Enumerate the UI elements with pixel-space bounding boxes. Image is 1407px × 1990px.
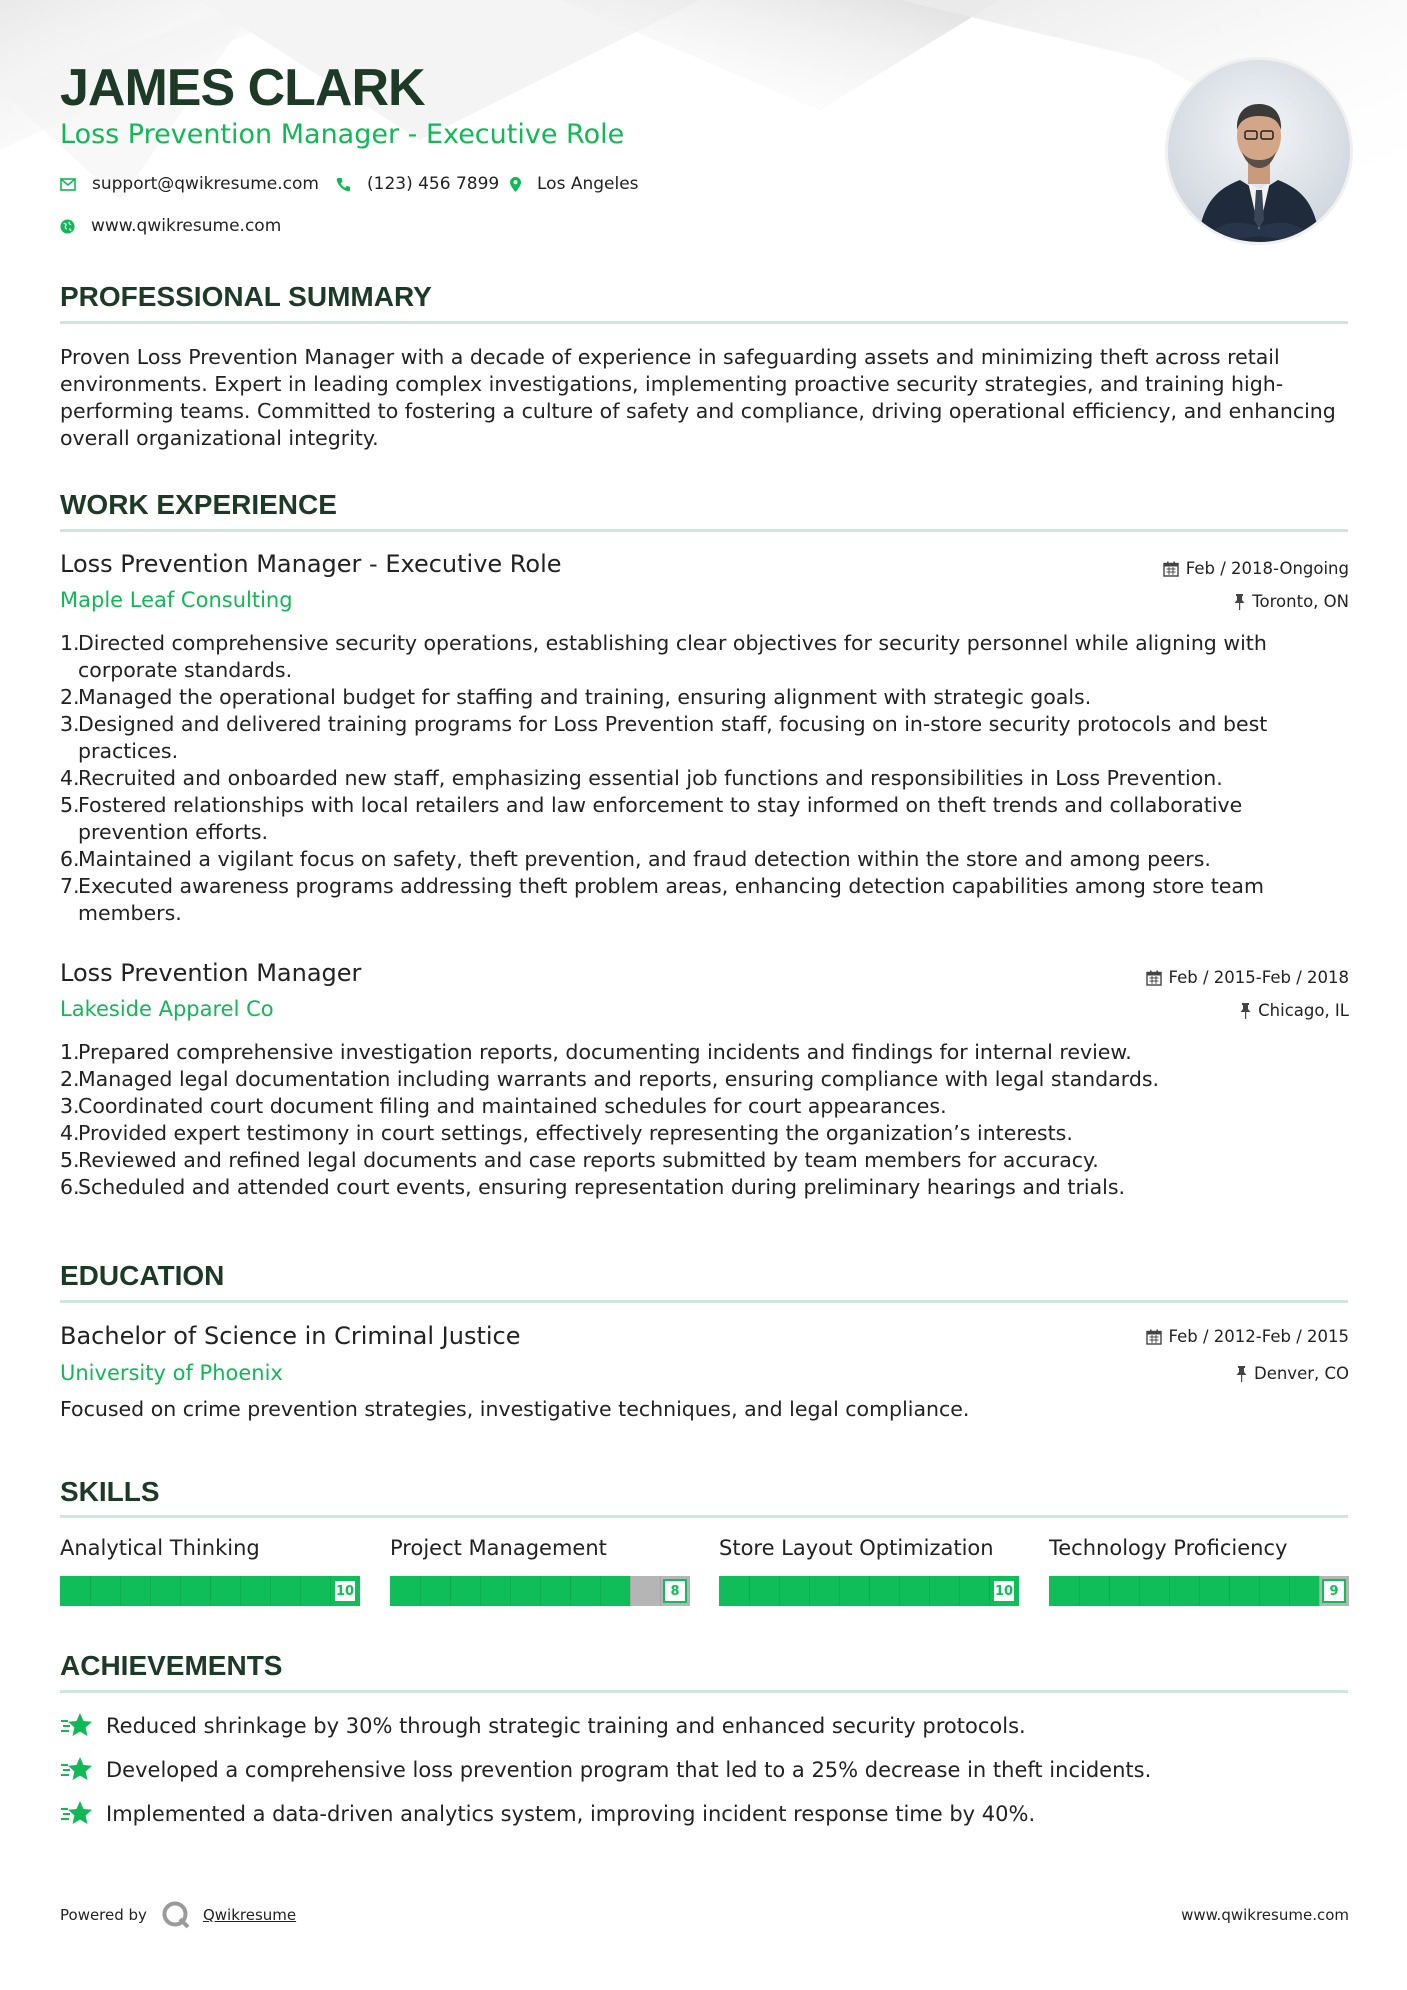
footer-website[interactable]: www.qwikresume.com <box>1181 1906 1349 1924</box>
skill-item <box>1049 1536 1349 1606</box>
list-item: 2. Managed legal documentation including warrants and reports, ensuring compliance with legal standards. <box>60 1067 1160 1091</box>
achievement-item: Developed a comprehensive loss prevention program that led to a 25% decrease in theft incidents. <box>60 1756 1151 1784</box>
skill-bar-segment <box>1259 1576 1260 1606</box>
star-icon <box>60 1712 94 1740</box>
skill-bar-segment <box>749 1576 750 1606</box>
skill-level: 9 <box>1322 1579 1346 1603</box>
skill-bar <box>1049 1576 1349 1606</box>
achievement-item: Implemented a data-driven analytics system, improving incident response time by 40%. <box>60 1800 1035 1828</box>
achievements-divider <box>60 1690 1348 1693</box>
contact-email[interactable] <box>60 174 319 194</box>
job-title-1: Loss Prevention Manager - Executive Role <box>60 550 562 578</box>
star-icon <box>60 1756 94 1784</box>
pin-icon <box>1234 594 1245 610</box>
skill-bar-fill <box>1049 1576 1319 1606</box>
education-location-text: Denver, CO <box>1253 1364 1349 1383</box>
contact-website[interactable] <box>60 216 281 236</box>
education-divider <box>60 1300 1348 1303</box>
job-company-2: Lakeside Apparel Co <box>60 997 274 1021</box>
list-item: 4. Provided expert testimony in court settings, effectively representing the organization’s interests. <box>60 1121 1073 1145</box>
list-item: 2. Managed the operational budget for staffing and training, ensuring alignment with strategic goals. <box>60 685 1092 709</box>
skill-bar-segment <box>869 1576 870 1606</box>
skill-level: 10 <box>992 1579 1016 1603</box>
skill-bar-segment <box>630 1576 631 1606</box>
skill-bar-segment <box>959 1576 960 1606</box>
job-location-1 <box>1234 592 1349 611</box>
skill-bar-segment <box>210 1576 211 1606</box>
star-icon <box>60 1800 94 1828</box>
job-location-2-text: Chicago, IL <box>1258 1001 1349 1020</box>
contact-phone[interactable] <box>336 174 499 194</box>
list-item: 4. Recruited and onboarded new staff, emphasizing essential job functions and responsibilities in Loss Prevention. <box>60 766 1223 790</box>
summary-divider <box>60 321 1348 324</box>
skill-item <box>719 1536 1019 1606</box>
skill-bar-segment <box>90 1576 91 1606</box>
phone-text: (123) 456 7899 <box>367 174 500 194</box>
job-dates-1-text: Feb / 2018-Ongoing <box>1185 559 1349 578</box>
list-item: 6. Scheduled and attended court events, ensuring representation during preliminary hearings and trials. <box>60 1175 1126 1199</box>
contact-location <box>510 174 639 194</box>
skill-bar-segment <box>150 1576 151 1606</box>
education-degree: Bachelor of Science in Criminal Justice <box>60 1322 521 1350</box>
profile-photo <box>1168 60 1350 242</box>
education-dates-text: Feb / 2012-Feb / 2015 <box>1168 1327 1349 1346</box>
list-item: 3. Designed and delivered training programs for Loss Prevention staff, focusing on in-store security protocols and best practices. <box>60 712 1268 763</box>
list-item: 1. Prepared comprehensive investigation reports, documenting incidents and findings for internal review. <box>60 1040 1132 1064</box>
skill-bar-segment <box>570 1576 571 1606</box>
skill-bar-segment <box>1319 1576 1320 1606</box>
skill-bar-segment <box>180 1576 181 1606</box>
skill-bar-segment <box>540 1576 541 1606</box>
calendar-icon <box>1163 561 1179 577</box>
skill-item <box>390 1536 690 1606</box>
job-bullets-2 <box>60 1039 1350 1201</box>
skill-bar-segment <box>420 1576 421 1606</box>
skill-name: Technology Proficiency <box>1049 1536 1288 1560</box>
skill-bar <box>390 1576 690 1606</box>
skill-bar-segment <box>300 1576 301 1606</box>
summary-heading: PROFESSIONAL SUMMARY <box>60 281 432 312</box>
skill-bar-segment <box>270 1576 271 1606</box>
skill-bar-segment <box>480 1576 481 1606</box>
skills-heading: SKILLS <box>60 1476 160 1507</box>
calendar-icon <box>1146 1329 1162 1345</box>
qwikresume-logo-icon <box>161 1900 191 1930</box>
pin-icon <box>1240 1003 1251 1019</box>
achievement-item: Reduced shrinkage by 30% through strategic training and enhanced security protocols. <box>60 1712 1026 1740</box>
skill-bar-segment <box>330 1576 331 1606</box>
skill-name: Analytical Thinking <box>60 1536 260 1560</box>
list-item: 7. Executed awareness programs addressing theft problem areas, enhancing detection capabilities among store team members. <box>60 874 1264 925</box>
skill-bar-segment <box>1109 1576 1110 1606</box>
education-school: University of Phoenix <box>60 1361 283 1385</box>
skill-bar-segment <box>839 1576 840 1606</box>
skill-name: Store Layout Optimization <box>719 1536 994 1560</box>
envelope-icon <box>60 178 76 191</box>
skill-bar-segment <box>1199 1576 1200 1606</box>
skill-level: 10 <box>333 1579 357 1603</box>
experience-divider <box>60 529 1348 532</box>
skill-level: 8 <box>663 1579 687 1603</box>
summary-text: Proven Loss Prevention Manager with a decade of experience in safeguarding assets and minimizing theft across retail environments. Expert in leading complex investigations, implementing proactive security strategies, and training high-performing teams. Committed to fostering a culture of safety and compliance, driving operational efficiency, and enhancing overall organizational integrity. <box>60 345 1336 450</box>
job-dates-2 <box>1146 968 1349 987</box>
skill-bar-segment <box>120 1576 121 1606</box>
skills-divider <box>60 1515 1348 1518</box>
email-text: support@qwikresume.com <box>92 174 319 194</box>
skill-item <box>60 1536 360 1606</box>
skill-bar-segment <box>1229 1576 1230 1606</box>
powered-by <box>60 1900 296 1930</box>
job-company-1: Maple Leaf Consulting <box>60 588 293 612</box>
achievements-heading: ACHIEVEMENTS <box>60 1650 283 1681</box>
candidate-title: Loss Prevention Manager - Executive Role <box>60 119 625 150</box>
education-location <box>1236 1364 1349 1383</box>
skill-bar <box>719 1576 1019 1606</box>
skill-bar-segment <box>510 1576 511 1606</box>
job-location-1-text: Toronto, ON <box>1252 592 1349 611</box>
candidate-name: JAMES CLARK <box>60 59 425 117</box>
skill-bar <box>60 1576 360 1606</box>
phone-icon <box>336 177 351 192</box>
powered-by-label: Powered by <box>60 1906 147 1924</box>
skill-bar-segment <box>450 1576 451 1606</box>
website-text: www.qwikresume.com <box>91 216 282 236</box>
job-dates-1 <box>1163 559 1349 578</box>
job-bullets-1 <box>60 630 1350 927</box>
skill-bar-segment <box>1079 1576 1080 1606</box>
skill-bar-segment <box>1169 1576 1170 1606</box>
skill-bar-segment <box>1289 1576 1290 1606</box>
job-location-2 <box>1240 1001 1349 1020</box>
globe-icon <box>60 219 75 234</box>
skill-bar-segment <box>1139 1576 1140 1606</box>
job-dates-2-text: Feb / 2015-Feb / 2018 <box>1168 968 1349 987</box>
list-item: 5. Reviewed and refined legal documents and case reports submitted by team members for accuracy. <box>60 1148 1099 1172</box>
skill-bar-segment <box>779 1576 780 1606</box>
qwikresume-link[interactable]: Qwikresume <box>202 1906 297 1924</box>
pin-icon <box>1236 1366 1247 1382</box>
experience-heading: WORK EXPERIENCE <box>60 489 337 520</box>
skill-bar-segment <box>989 1576 990 1606</box>
list-item: 1. Directed comprehensive security operations, establishing clear objectives for security personnel while aligning with corporate standards. <box>60 631 1267 682</box>
location-text: Los Angeles <box>537 174 639 194</box>
list-item: 5. Fostered relationships with local retailers and law enforcement to stay informed on theft trends and collaborative prevention efforts. <box>60 793 1243 844</box>
map-pin-icon <box>510 177 521 192</box>
list-item: 6. Maintained a vigilant focus on safety, theft prevention, and fraud detection within the store and among peers. <box>60 847 1211 871</box>
education-dates <box>1146 1327 1349 1346</box>
education-heading: EDUCATION <box>60 1260 225 1291</box>
skill-bar-segment <box>899 1576 900 1606</box>
skill-bar-segment <box>240 1576 241 1606</box>
skill-bar-segment <box>929 1576 930 1606</box>
skill-bar-segment <box>660 1576 661 1606</box>
skill-name: Project Management <box>390 1536 607 1560</box>
list-item: 3. Coordinated court document filing and maintained schedules for court appearances. <box>60 1094 947 1118</box>
calendar-icon <box>1146 970 1162 986</box>
skill-bar-segment <box>809 1576 810 1606</box>
person-silhouette-icon <box>1168 60 1350 242</box>
skill-bar-segment <box>600 1576 601 1606</box>
education-description: Focused on crime prevention strategies, investigative techniques, and legal compliance. <box>60 1397 970 1421</box>
job-title-2: Loss Prevention Manager <box>60 959 362 987</box>
